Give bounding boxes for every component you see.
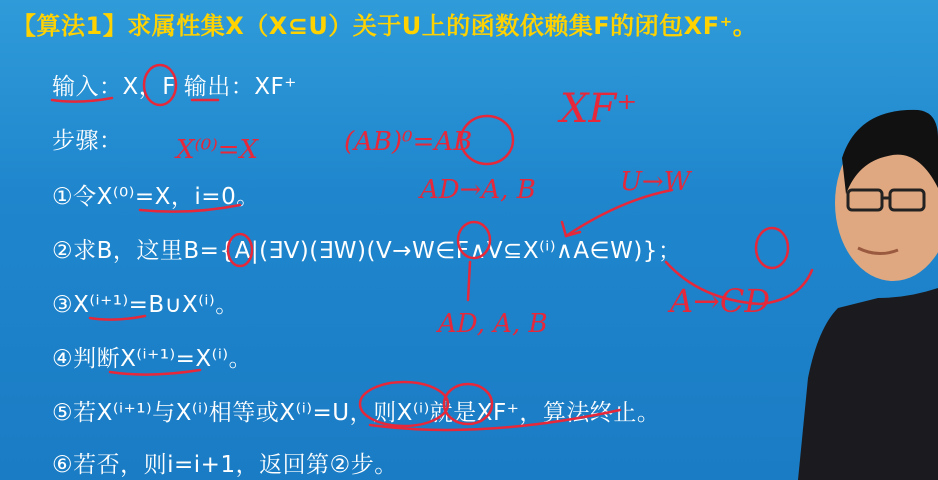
io-line: 输入：X，F 输出：XF⁺ [52,74,297,100]
circle-ab [461,116,513,164]
step-1: ①令X⁽⁰⁾=X，i=0。 [52,184,260,210]
step-3: ③X⁽ⁱ⁺¹⁾=B∪X⁽ⁱ⁾。 [52,292,239,318]
ann-a-cd: A→CD [670,282,771,320]
ann-ab0-eq-ab: (AB)⁰=AB [344,127,473,157]
circle-w [756,228,788,268]
loop-w [666,262,812,304]
ann-x0-eq-x: X⁽⁰⁾=X [176,135,258,165]
arrow-down-v [468,262,470,300]
ann-ad-a-b: AD→A, B [420,175,536,205]
step-4: ④判断X⁽ⁱ⁺¹⁾=X⁽ⁱ⁾。 [52,346,253,372]
slide-title: 【算法1】求属性集X（X⊆U）关于U上的函数依赖集F的闭包XF⁺。 [12,12,758,40]
step-6: ⑥若否，则i=i+1，返回第②步。 [52,452,398,478]
arrow-to-w [566,190,672,236]
ann-ad-a-b-lower: AD, A, B [438,309,548,339]
steps-label: 步骤： [52,128,123,154]
step-2: ②求B，这里B={A|(∃V)(∃W)(V→W∈F∧V⊆X⁽ⁱ⁾∧A∈W)}； [52,238,682,264]
step-5: ⑤若X⁽ⁱ⁺¹⁾与X⁽ⁱ⁾相等或X⁽ⁱ⁾=U，则X⁽ⁱ⁾就是XF⁺，算法终止。 [52,400,661,426]
ann-xf-plus: XF⁺ [560,86,638,132]
ann-u-w: U→W [620,167,691,197]
presenter-figure [798,98,938,480]
